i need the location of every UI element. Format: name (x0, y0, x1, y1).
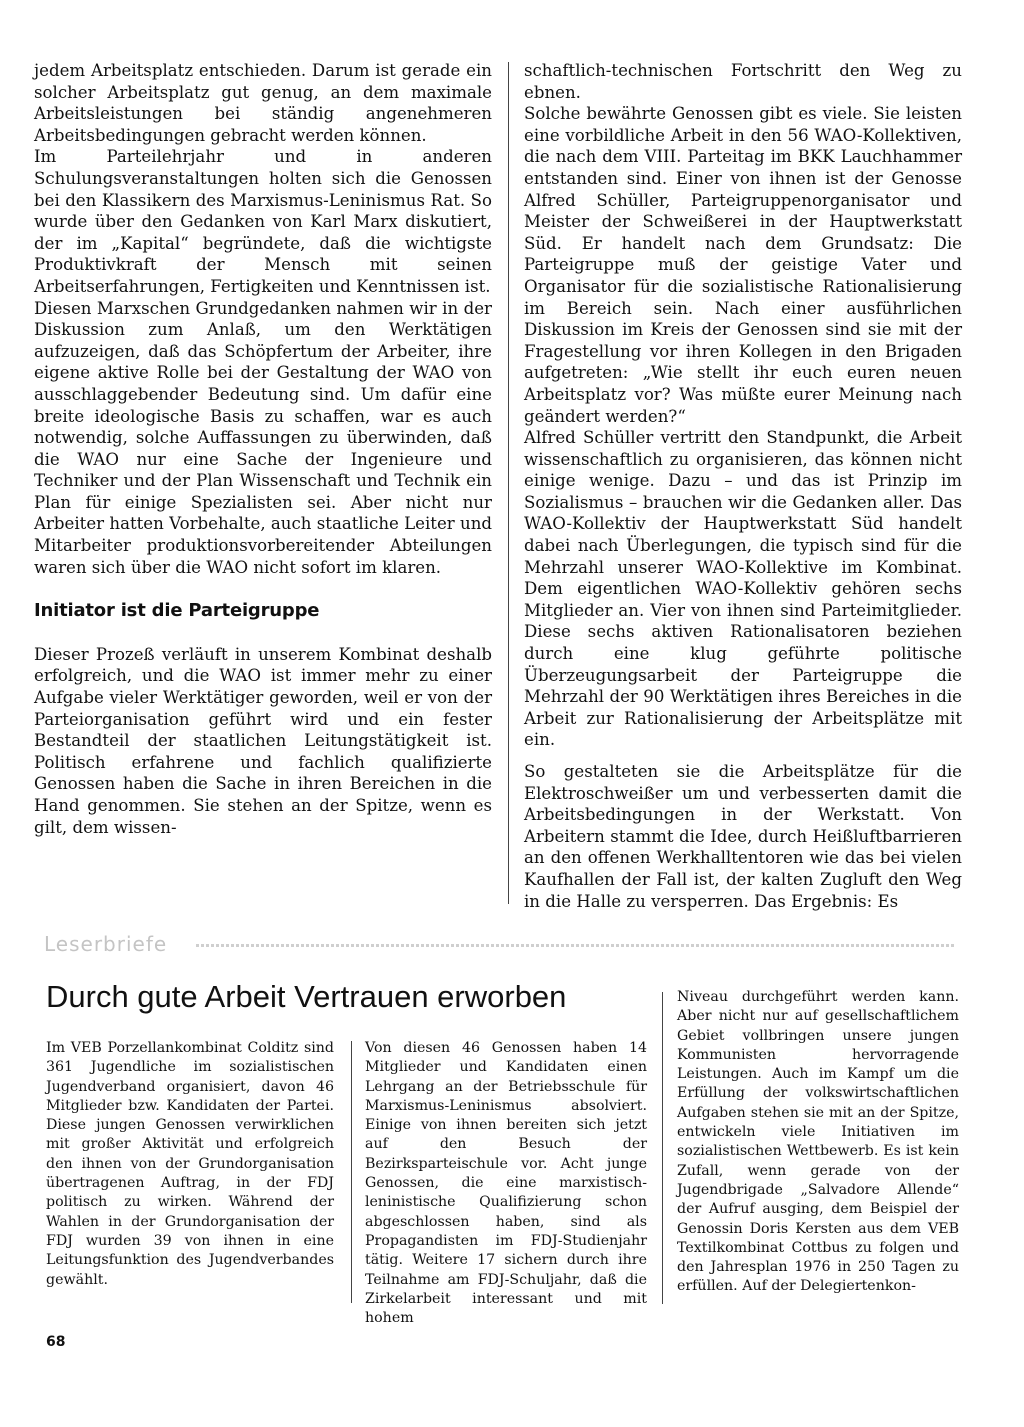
top-article-left-column (34, 60, 492, 838)
paragraph: Von diesen 46 Genossen haben 14 Mitglieder und Kandidaten einen Lehrgang an der Betriebsschule für Marxismus-Leninismus absolviert. Einige von ihnen bereiten sich jetzt auf den Besuch der Bezirksparteischule vor. Acht junge Genossen, die eine marxistisch-leninistische Qualifizierung schon abgeschlossen haben, sind als Propagandisten im FDJ-Studienjahr tätig. Weitere 17 sichern durch ihre Teilnahme am FDJ-Schuljahr, daß die Zirkelarbeit interessant und mit hohem (365, 1040, 647, 1327)
paragraph: jedem Arbeitsplatz entschieden. Darum ist gerade ein solcher Arbeitsplatz gut genug, an dem maximale Arbeitsleistungen bei ständig angenehmeren Arbeitsbedingungen gebracht werden können. (34, 61, 492, 145)
top-article-right-column (524, 60, 962, 912)
column-divider (662, 992, 663, 1304)
column-divider (351, 1041, 352, 1303)
letter-column-2 (365, 1039, 647, 1328)
section-label: Leserbriefe (44, 932, 168, 956)
section-rule (196, 944, 956, 947)
paragraph: Niveau durchgeführt werden kann. Aber nicht nur auf gesellschaftlichem Gebiet vollbringen unsere jungen Kommunisten hervorragende Leistungen. Auch im Kampf um die Erfüllung der volkswirtschaftlichen Aufgaben stehen sie mit an der Spitze, entwickeln viele Initiativen im sozialistischen Wettbewerb. Es ist kein Zufall, wenn gerade von der Jugendbrigade „Salvadore Allende“ der Aufruf ausging, dem Beispiel der Genossin Doris Kersten aus dem VEB Textilkombinat Cottbus zu folgen und den Jahresplan 1976 in 250 Tagen zu erfüllen. Auf der Delegiertenkon- (677, 989, 959, 1295)
paragraph: Im VEB Porzellankombinat Colditz sind 361 Jugendliche im sozialistischen Jugendverband organisiert, davon 46 Mitglieder bzw. Kandidaten der Partei. Diese jungen Genossen verwirklichen mit großer Aktivität und erfolgreich den ihnen von der Grundorganisation übertragenen Auftrag, in der FDJ politisch zu wirken. Während der Wahlen in der Grundorganisation der FDJ wurden 39 von ihnen in eine Leitungsfunktion des Jugendverbandes gewählt. (46, 1040, 334, 1288)
paragraph: Im Parteilehrjahr und in anderen Schulungsveranstaltungen holten sich die Genossen bei den Klassikern des Marxismus-Leninismus Rat. So wurde über den Gedanken von Karl Marx diskutiert, der im „Kapital“ begründete, daß die wichtigste Produktivkraft der Mensch mit seinen Arbeitserfahrungen, Fertigkeiten und Kenntnissen ist. (34, 147, 492, 296)
paragraph-gap (524, 751, 962, 761)
paragraph: Solche bewährte Genossen gibt es viele. Sie leisten eine vorbildliche Arbeit in den 56 WAO-Kollektiven, die nach dem VIII. Parteitag im BKK Lauchhammer entstanden sind. Einer von ihnen ist der Genosse Alfred Schüller, Parteigruppenorganisator und Meister der Schweißerei in der Hauptwerkstatt Süd. Er handelt nach dem Grundsatz: Die Parteigruppe muß der geistige Vater und Organisator für die sozialistische Rationalisierung im Bereich sein. Nach einer ausführlichen Diskussion im Kreis der Genossen sind sie mit der Fragestellung vor ihren Kollegen in den Brigaden aufgetreten: „Wie stellt ihr euch euren neuen Arbeitsplatz vor? Was müßte eurer Meinung nach geändert werden?“ (524, 104, 962, 426)
paragraph: schaftlich-technischen Fortschritt den Weg zu ebnen. (524, 61, 962, 102)
paragraph: Alfred Schüller vertritt den Standpunkt, die Arbeit wissenschaftlich zu organisieren, das können nicht einige wenige. Dazu – und das ist Prinzip im Sozialismus – brauchen wir die Gedanken aller. Das WAO-Kollektiv der Hauptwerkstatt Süd handelt dabei nach Überlegungen, die typisch sind für die Mehrzahl unserer WAO-Kollektive im Kombinat. Dem eigentlichen WAO-Kollektiv gehören sechs Mitglieder an. Vier von ihnen sind Parteimitglieder. Diese sechs aktiven Rationalisatoren beziehen durch eine klug geführte politische Überzeugungsarbeit der Parteigruppe die Mehrzahl der 90 Werktätigen ihres Bereiches in die Arbeit zur Rationalisierung der Arbeitsplätze mit ein. (524, 428, 962, 750)
letter-column-3 (677, 988, 959, 1297)
paragraph: Diesen Marxschen Grundgedanken nahmen wir in der Diskussion zum Anlaß, um den Werktätigen aufzuzeigen, daß das Schöpfertum der Arbeiter, ihre eigene aktive Rolle bei der Gestaltung der WAO von ausschlaggebender Bedeutung sind. Um dafür eine breite ideologische Basis zu schaffen, war es auch notwendig, solche Auffassungen zu überwinden, daß die WAO nur eine Sache der Ingenieure und Techniker und der Plan Wissenschaft und Technik ein Plan für einige Spezialisten sei. Aber nicht nur Arbeiter hatten Vorbehalte, auch staatliche Leiter und Mitarbeiter produktionsvorbereitender Abteilungen waren sich über die WAO nicht sofort im klaren. (34, 298, 492, 577)
subheading: Initiator ist die Parteigruppe (34, 600, 320, 622)
column-divider (508, 62, 509, 904)
letter-headline: Durch gute Arbeit Vertrauen erworben (46, 979, 567, 1014)
page-number: 68 (46, 1334, 66, 1350)
paragraph: Dieser Prozeß verläuft in unserem Kombinat deshalb erfolgreich, und die WAO ist immer mehr zu einer Aufgabe vieler Werktätiger geworden, weil er von der Parteiorganisation geführt wird und ein fester Bestandteil der staatlichen Leitungstätigkeit ist. Politisch erfahrene und fachlich qualifizierte Genossen haben die Sache in ihren Bereichen in die Hand genommen. Sie stehen an der Spitze, wenn es gilt, dem wissen- (34, 644, 492, 837)
letter-column-1 (46, 1039, 334, 1290)
paragraph: So gestalteten sie die Arbeitsplätze für die Elektroschweißer um und verbesserten damit die Arbeitsbedingungen in der Werkstatt. Von Arbeitern stammt die Idee, durch Heißluftbarrieren an den offenen Werkhalltentoren wie das bei vielen Kaufhallen der Fall ist, der kalten Zugluft den Weg in die Halle zu versperren. Das Ergebnis: Es (524, 762, 962, 911)
